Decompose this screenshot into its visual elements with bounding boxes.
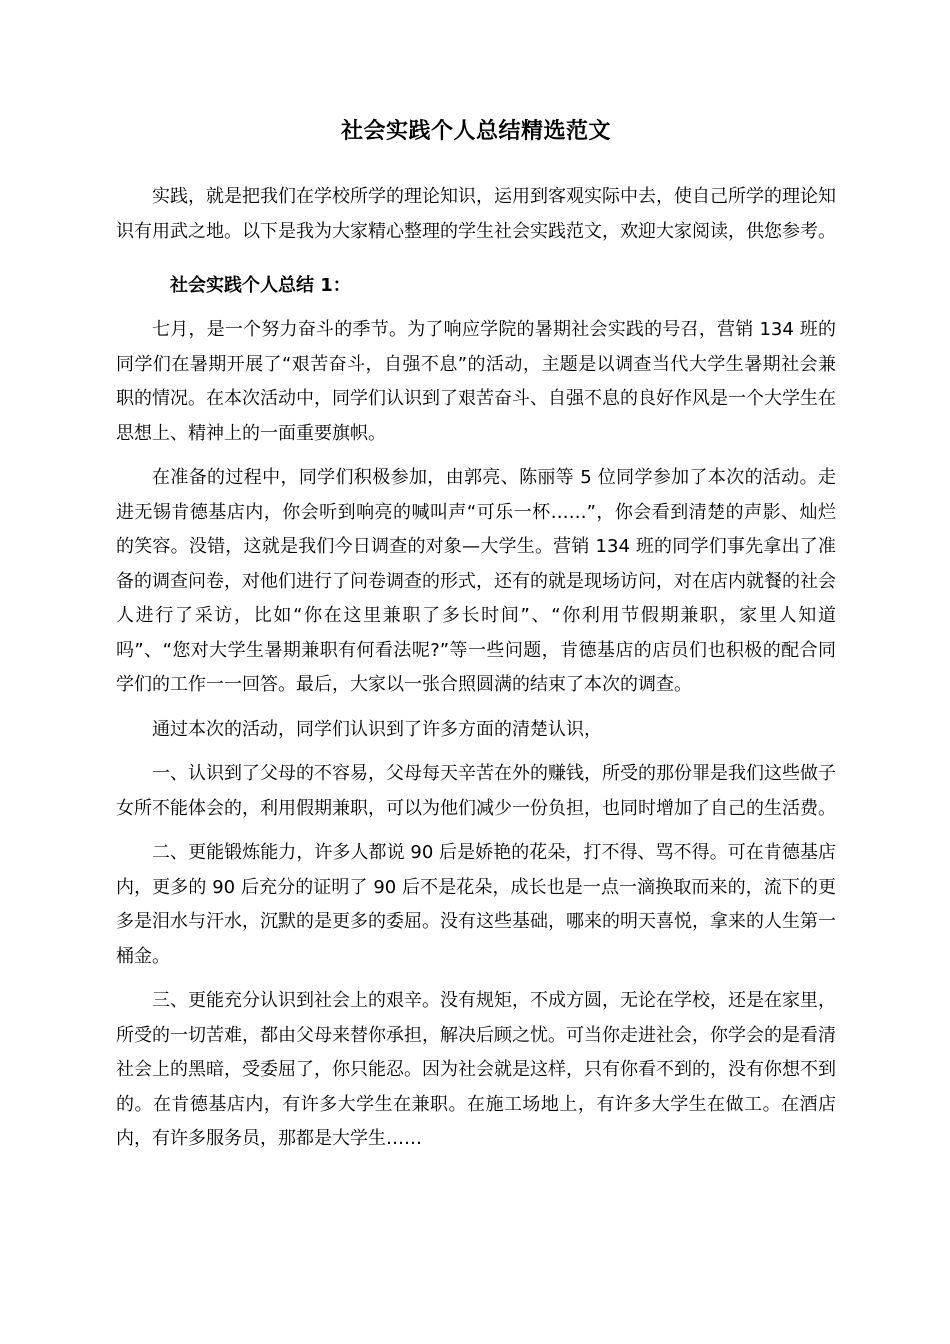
body-paragraph: 二、更能锻炼能力，许多人都说 90 后是娇艳的花朵，打不得、骂不得。可在肯德基店内，更多的 90 后充分的证明了 90 后不是花朵，成长也是一点一滴换取而来的，流下的更多是泪水与汗水，沉默的是更多的委屈。没有这些基础，哪来的明天喜悦，拿来的人生第一桶金。 (116, 842, 836, 967)
body-paragraph: 在准备的过程中，同学们积极参加，由郭亮、陈丽等 5 位同学参加了本次的活动。走进无锡肯德基店内，你会听到响亮的喊叫声“可乐一杯……”，你会看到清楚的声影、灿烂的笑容。没错，这就是我们今日调查的对象—大学生。营销 134 班的同学们事先拿出了准备的调查问卷，对他们进行了问卷调查的形式，还有的就是现场访问，对在店内就餐的社会人进行了采访，比如“你在这里兼职了多长时间”、“你利用节假期兼职，家里人知道吗”、“您对大学生暑期兼职有何看法呢?”等一些问题，肯德基店的店员们也积极的配合同学们的工作一一回答。最后，大家以一张合照圆满的结束了本次的调查。 (116, 467, 836, 695)
body-paragraph: 通过本次的活动，同学们认识到了许多方面的清楚认识， (152, 718, 602, 740)
section-heading: 社会实践个人总结 1： (170, 275, 351, 296)
body-paragraph: 三、更能充分认识到社会上的艰辛。没有规矩，不成方圆，无论在学校，还是在家里，所受的一切苦难，都由父母来替你承担，解决后顾之忧。可当你走进社会，你学会的是看清社会上的黑暗，受委屈了，你只能忍。因为社会就是这样，只有你看不到的，没有你想不到的。在肯德基店内，有许多大学生在兼职。在施工场地上，有许多大学生在做工。在酒店内，有许多服务员，那都是大学生…… (116, 990, 836, 1149)
document-title: 社会实践个人总结精选范文 (340, 119, 611, 144)
intro-paragraph: 实践，就是把我们在学校所学的理论知识，运用到客观实际中去，使自己所学的理论知识有用武之地。以下是我为大家精心整理的学生社会实践范文，欢迎大家阅读，供您参考。 (116, 186, 836, 242)
body-paragraph: 七月，是一个努力奋斗的季节。为了响应学院的暑期社会实践的号召，营销 134 班的同学们在暑期开展了“艰苦奋斗，自强不息”的活动，主题是以调查当代大学生暑期社会兼职的情况。在本次活动中，同学们认识到了艰苦奋斗、自强不息的良好作风是一个大学生在思想上、精神上的一面重要旗帜。 (116, 319, 836, 444)
body-paragraph: 一、认识到了父母的不容易，父母每天辛苦在外的赚钱，所受的那份罪是我们这些做子女所不能体会的，利用假期兼职，可以为他们减少一份负担，也同时增加了自己的生活费。 (116, 763, 836, 819)
document-page (116, 112, 836, 1157)
